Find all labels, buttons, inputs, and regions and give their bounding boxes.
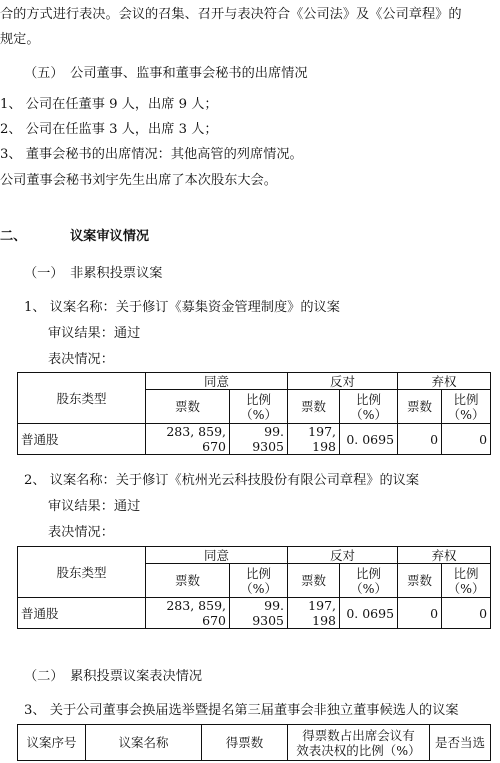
header-votes: 票数 xyxy=(146,390,230,424)
list-item: 1、 公司在任董事 9 人，出席 9 人； xyxy=(0,97,218,112)
header-votes: 票数 xyxy=(398,390,442,424)
table-row xyxy=(18,598,491,629)
header-agree: 同意 xyxy=(146,547,288,564)
header-shareholder-type: 股东类型 xyxy=(18,373,146,424)
list-item: 3、 董事会秘书的出席情况：其他高管的列席情况。 xyxy=(0,147,303,162)
header-ratio: 比例 （%） xyxy=(340,390,398,424)
header-against: 反对 xyxy=(288,373,398,390)
paragraph-line: 规定。 xyxy=(0,32,40,47)
cell-type: 普通股 xyxy=(18,424,146,455)
header-ratio: 比例 （%） xyxy=(442,390,491,424)
section-number: 二、 xyxy=(0,229,27,244)
subsection-heading: （一） 非累积投票议案 xyxy=(24,266,163,281)
cell-agree-ratio: 99. 9305 xyxy=(230,424,288,455)
header-ratio: 比例 （%） xyxy=(340,564,398,598)
section-title: 议案审议情况 xyxy=(70,229,150,244)
cell-abstain-ratio: 0 xyxy=(442,424,491,455)
cell-agree-ratio: 99. 9305 xyxy=(230,598,288,629)
cell-agree-votes: 283, 859, 670 xyxy=(146,598,230,629)
paragraph-line: 公司董事会秘书刘宇先生出席了本次股东大会。 xyxy=(0,173,277,188)
header-ratio: 比例（%） xyxy=(230,390,288,424)
header-elected: 是否当选 xyxy=(430,725,491,761)
cell-abstain-votes: 0 xyxy=(398,424,442,455)
header-votes: 票数 xyxy=(288,564,340,598)
subsection-heading: （二） 累积投票议案表决情况 xyxy=(24,669,203,684)
header-votes: 票数 xyxy=(398,564,442,598)
header-votes: 票数 xyxy=(288,390,340,424)
header-motion-no: 议案序号 xyxy=(18,725,86,761)
cell-against-ratio: 0. 0695 xyxy=(340,424,398,455)
cell-type: 普通股 xyxy=(18,598,146,629)
table-row xyxy=(18,424,491,455)
header-votes-received: 得票数 xyxy=(202,725,288,761)
cell-against-votes: 197, 198 xyxy=(288,598,340,629)
motion-vote-label: 表决情况： xyxy=(48,525,114,540)
header-motion-name: 议案名称 xyxy=(86,725,202,761)
cell-against-ratio: 0. 0695 xyxy=(340,598,398,629)
cell-abstain-ratio: 0 xyxy=(442,598,491,629)
motion-title: 2、 议案名称：关于修订《杭州光云科技股份有限公司章程》的议案 xyxy=(24,473,420,488)
section-heading: （五） 公司董事、监事和董事会秘书的出席情况 xyxy=(24,66,308,81)
header-shareholder-type: 股东类型 xyxy=(18,547,146,598)
cell-abstain-votes: 0 xyxy=(398,598,442,629)
cell-agree-votes: 283, 859, 670 xyxy=(146,424,230,455)
motion-title: 1、 议案名称：关于修订《募集资金管理制度》的议案 xyxy=(24,300,340,315)
cell-against-votes: 197, 198 xyxy=(288,424,340,455)
vote-table xyxy=(17,372,491,455)
list-item: 2、 公司在任监事 3 人，出席 3 人； xyxy=(0,122,218,137)
vote-table xyxy=(17,546,491,629)
paragraph-line: 合的方式进行表决。会议的召集、召开与表决符合《公司法》及《公司章程》的 xyxy=(0,7,462,22)
cumulative-vote-table xyxy=(17,724,491,761)
header-abstain: 弃权 xyxy=(398,373,491,390)
header-ratio: 比例 （%） xyxy=(442,564,491,598)
motion-result: 审议结果：通过 xyxy=(48,326,141,341)
header-agree: 同意 xyxy=(146,373,288,390)
motion-vote-label: 表决情况： xyxy=(48,352,114,367)
motion-title: 3、 关于公司董事会换届选举暨提名第三届董事会非独立董事候选人的议案 xyxy=(24,703,459,718)
header-ratio: 比例（%） xyxy=(230,564,288,598)
header-votes: 票数 xyxy=(146,564,230,598)
header-ratio: 得票数占出席会议有 效表决权的比例（%） xyxy=(288,725,430,761)
header-abstain: 弃权 xyxy=(398,547,491,564)
header-against: 反对 xyxy=(288,547,398,564)
motion-result: 审议结果：通过 xyxy=(48,499,141,514)
